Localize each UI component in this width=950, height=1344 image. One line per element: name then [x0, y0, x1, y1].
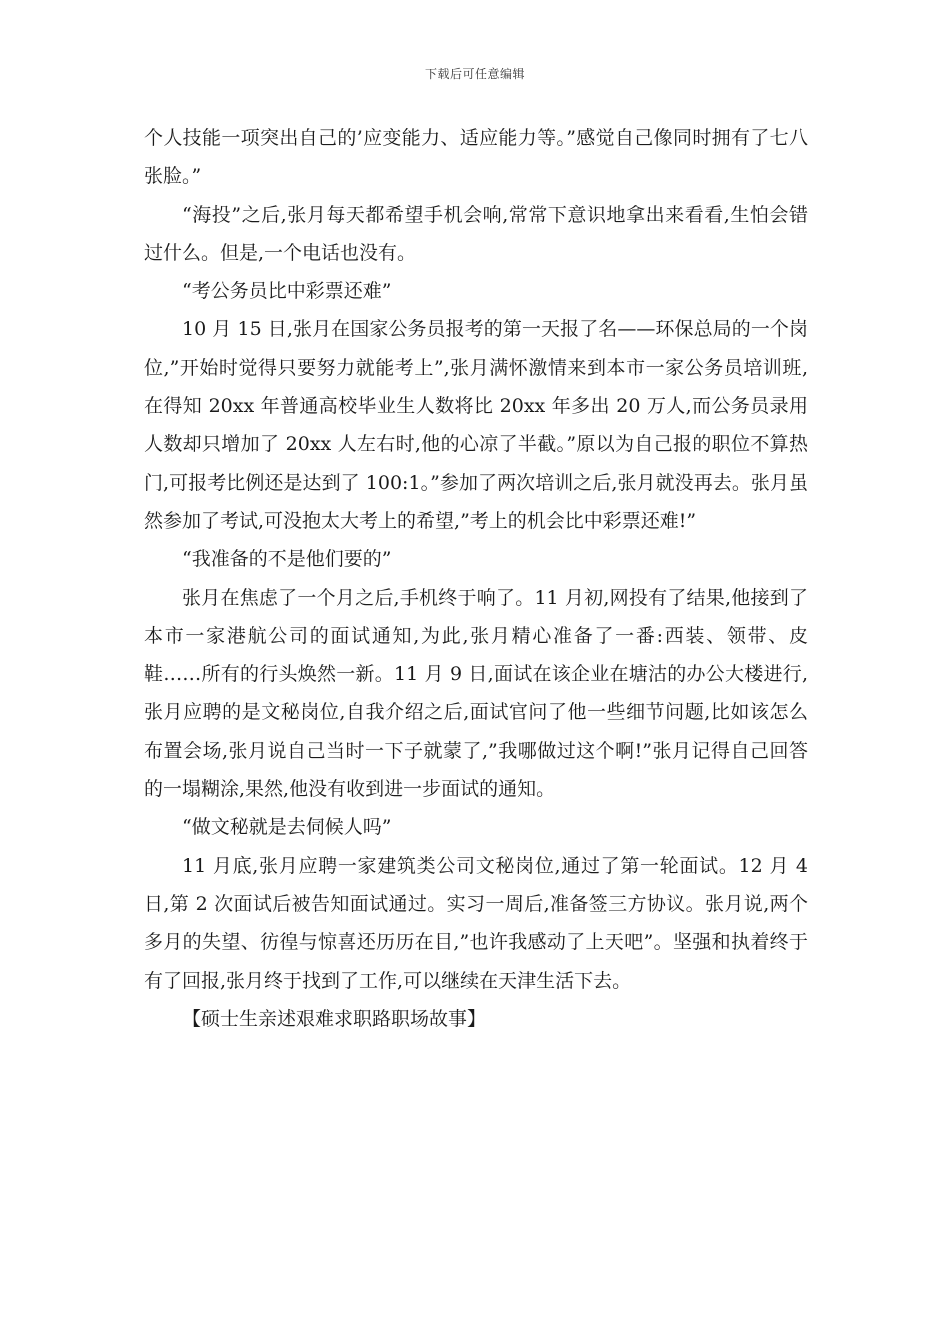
paragraph: “海投”之后,张月每天都希望手机会响,常常下意识地拿出来看看,生怕会错过什么。但是,一个电话也没有。 — [144, 203, 808, 264]
section-heading: “我准备的不是他们要的” — [182, 548, 392, 571]
document-body — [144, 119, 808, 1038]
paragraph: 张月在焦虑了一个月之后,手机终于响了。11 月初,网投有了结果,他接到了本市一家港航公司的面试通知,为此,张月精心准备了一番:西装、领带、皮鞋……所有的行头焕然一新。11 月 9 日,面试在该企业在塘沽的办公大楼进行,张月应聘的是文秘岗位,自我介绍之后,面试官问了他一些细节问题,比如该怎么布置会场,张月说自己当时一下子就蒙了,”我哪做过这个啊!”张月记得自己回答的一塌糊涂,果然,他没有收到进一步面试的通知。 — [144, 586, 808, 801]
paragraph: 10 月 15 日,张月在国家公务员报考的第一天报了名——环保总局的一个岗位,”开始时觉得只要努力就能考上”,张月满怀激情来到本市一家公务员培训班,在得知 20xx 年普通高校毕业生人数将比 20xx 年多出 20 万人,而公务员录用人数却只增加了 20xx 人左右时,他的心凉了半截。”原以为自己报的职位不算热门,可报考比例还是达到了 100:1。”参加了两次培训之后,张月就没再去。张月虽然参加了考试,可没抱太大考上的希望,”考上的机会比中彩票还难!” — [144, 318, 808, 532]
article-title: 【硕士生亲述艰难求职路职场故事】 — [182, 1007, 487, 1030]
page-header: 下载后可任意编辑 — [424, 67, 525, 81]
paragraph: 11 月底,张月应聘一家建筑类公司文秘岗位,通过了第一轮面试。12 月 4 日,第 2 次面试后被告知面试通过。实习一周后,准备签三方协议。张月说,两个多月的失望、彷徨与惊喜还历历在目,”也许我感动了上天吧”。坚强和执着终于有了回报,张月终于找到了工作,可以继续在天津生活下去。 — [144, 854, 808, 992]
paragraph-continuation: 个人技能一项突出自己的’应变能力、适应能力等。”感觉自己像同时拥有了七八张脸。” — [144, 127, 808, 188]
section-heading: “做文秘就是去伺候人吗” — [182, 816, 392, 839]
section-heading: “考公务员比中彩票还难” — [182, 280, 392, 303]
